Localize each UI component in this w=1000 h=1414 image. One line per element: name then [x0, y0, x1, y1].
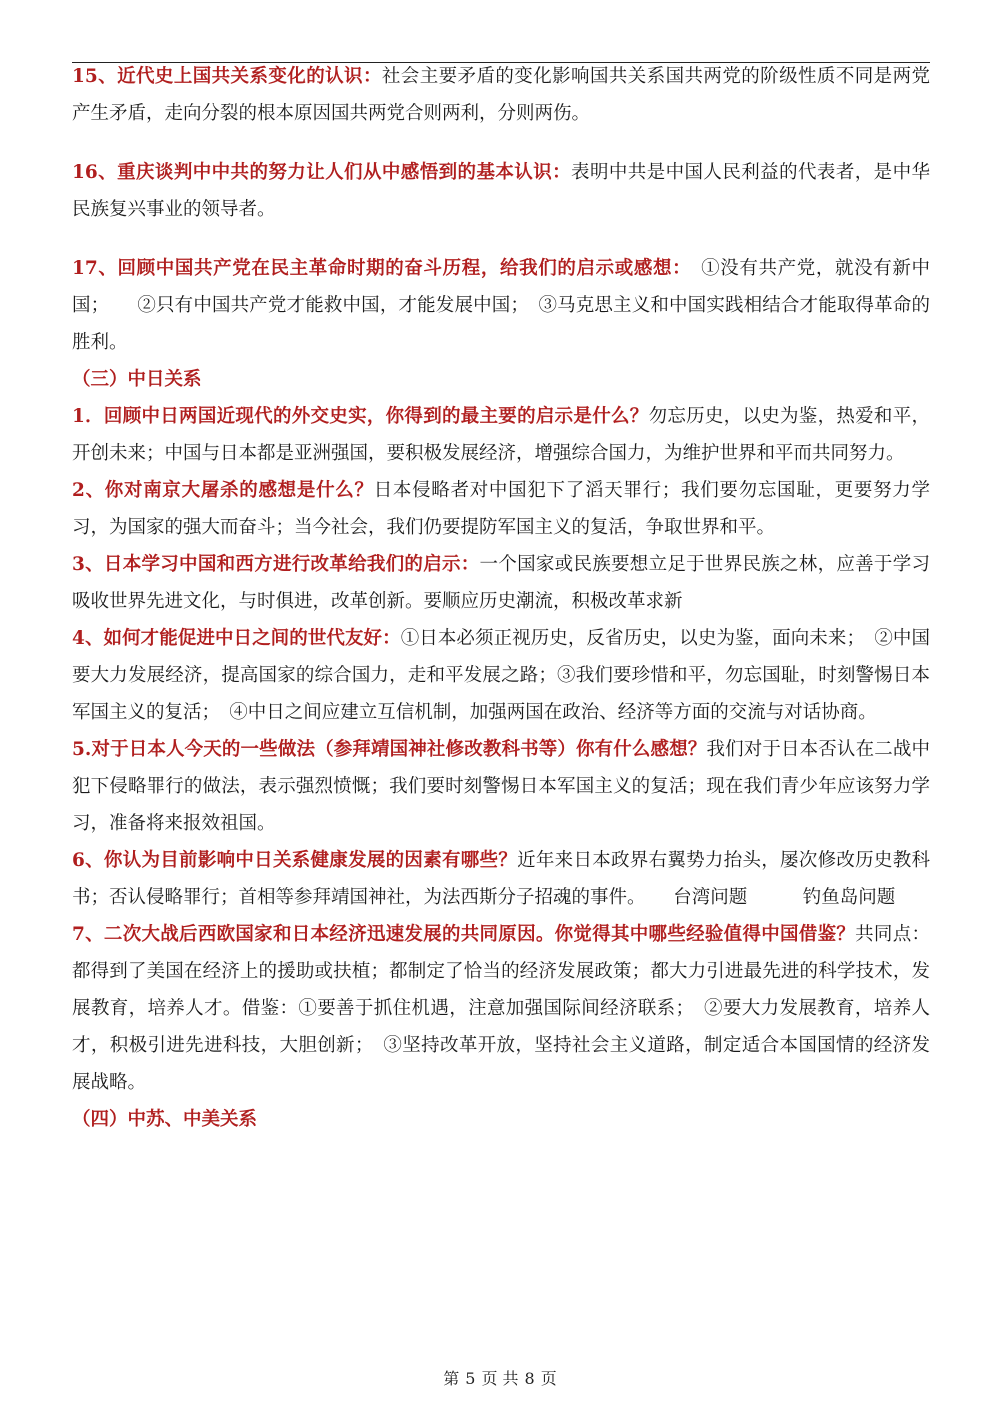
answer-jp-4: ①日本必须正视历史，反省历史，以史为鉴，面向未来； ②中国要大力发展经济，提高国家的综合国力，走和平发展之路；③我们要珍惜和平，勿忘国耻，时刻警惕日本军国主义的复活； ④中日之间应建立互信机制，加强两国在政治、经济等方面的交流与对话协商。 — [72, 628, 931, 723]
document-body — [72, 58, 930, 1138]
question-jp-1: 1．回顾中日两国近现代的外交史实，你得到的最主要的启示是什么？ — [72, 406, 649, 427]
footer-prefix: 第 — [443, 1369, 460, 1388]
answer-jp-2: 日本侵略者对中国犯下了滔天罪行；我们要勿忘国耻，更要努力学习，为国家的强大而奋斗；当今社会，我们仍要提防军国主义的复活，争取世界和平。 — [72, 480, 930, 538]
question-16: 16、重庆谈判中中共的努力让人们从中感悟到的基本认识： — [72, 162, 572, 183]
qa-item-jp-7 — [72, 916, 930, 1101]
question-jp-4: 4、如何才能促进中日之间的世代友好： — [72, 628, 401, 649]
footer-page-number: 5 — [465, 1369, 476, 1388]
qa-item-jp-2 — [72, 472, 930, 546]
qa-item-jp-3 — [72, 546, 930, 620]
question-jp-5: 5.对于日本人今天的一些做法（参拜靖国神社修改教科书等）你有什么感想？ — [72, 739, 707, 760]
question-15: 15、近代史上国共关系变化的认识： — [72, 66, 382, 87]
answer-15: 社会主要矛盾的变化影响国共关系国共两党的阶级性质不同是两党产生矛盾，走向分裂的根本原因国共两党合则两利，分则两伤。 — [72, 66, 930, 124]
section-heading-3: （三）中日关系 — [72, 369, 202, 390]
answer-jp-5: 我们对于日本否认在二战中犯下侵略罪行的做法，表示强烈愤慨；我们要时刻警惕日本军国主义的复活；现在我们青少年应该努力学习，准备将来报效祖国。 — [72, 739, 930, 834]
qa-item-15 — [72, 58, 930, 132]
answer-17: ①没有共产党，就没有新中国； ②只有中国共产党才能救中国，才能发展中国； ③马克思主义和中国实践相结合才能取得革命的胜利。 — [72, 258, 930, 353]
document-page — [72, 0, 930, 1414]
qa-item-jp-5 — [72, 731, 930, 842]
qa-item-17 — [72, 250, 930, 361]
answer-16: 表明中共是中国人民利益的代表者，是中华民族复兴事业的领导者。 — [72, 162, 930, 220]
page-footer — [0, 1366, 1000, 1389]
question-jp-3: 3、日本学习中国和西方进行改革给我们的启示： — [72, 554, 480, 575]
qa-item-jp-1 — [72, 398, 930, 472]
answer-jp-3: 一个国家或民族要想立足于世界民族之林，应善于学习吸收世界先进文化，与时俱进，改革创新。要顺应历史潮流，积极改革求新 — [72, 554, 930, 612]
question-jp-2: 2、你对南京大屠杀的感想是什么？ — [72, 480, 374, 501]
answer-jp-7: 共同点：都得到了美国在经济上的援助或扶植；都制定了恰当的经济发展政策；都大力引进最先进的科学技术，发展教育，培养人才。借鉴：①要善于抓住机遇，注意加强国际间经济联系； ②要大力发展教育，培养人才，积极引进先进科技，大胆创新； ③坚持改革开放，坚持社会主义道路，制定适合本国国情的经济发展战略。 — [72, 924, 930, 1093]
answer-jp-1: 勿忘历史，以史为鉴，热爱和平，开创未来；中国与日本都是亚洲强国，要积极发展经济，增强综合国力，为维护世界和平而共同努力。 — [72, 406, 930, 464]
question-jp-6: 6、你认为目前影响中日关系健康发展的因素有哪些？ — [72, 850, 518, 871]
question-17: 17、回顾中国共产党在民主革命时期的奋斗历程，给我们的启示或感想： — [72, 258, 682, 279]
question-jp-7: 7、二次大战后西欧国家和日本经济迅速发展的共同原因。你觉得其中哪些经验值得中国借鉴？ — [72, 924, 856, 945]
section-heading-4: （四）中苏、中美关系 — [72, 1109, 258, 1130]
qa-item-jp-4 — [72, 620, 930, 731]
answer-jp-6: 近年来日本政界右翼势力抬头，屡次修改历史教科书；否认侵略罪行；首相等参拜靖国神社，为法西斯分子招魂的事件。 台湾问题 钓鱼岛问题 — [72, 850, 930, 908]
footer-mid: 页 共 — [481, 1369, 519, 1388]
footer-suffix: 页 — [540, 1369, 557, 1388]
qa-item-16 — [72, 154, 930, 228]
qa-item-jp-6 — [72, 842, 930, 916]
footer-total-pages: 8 — [524, 1369, 535, 1388]
